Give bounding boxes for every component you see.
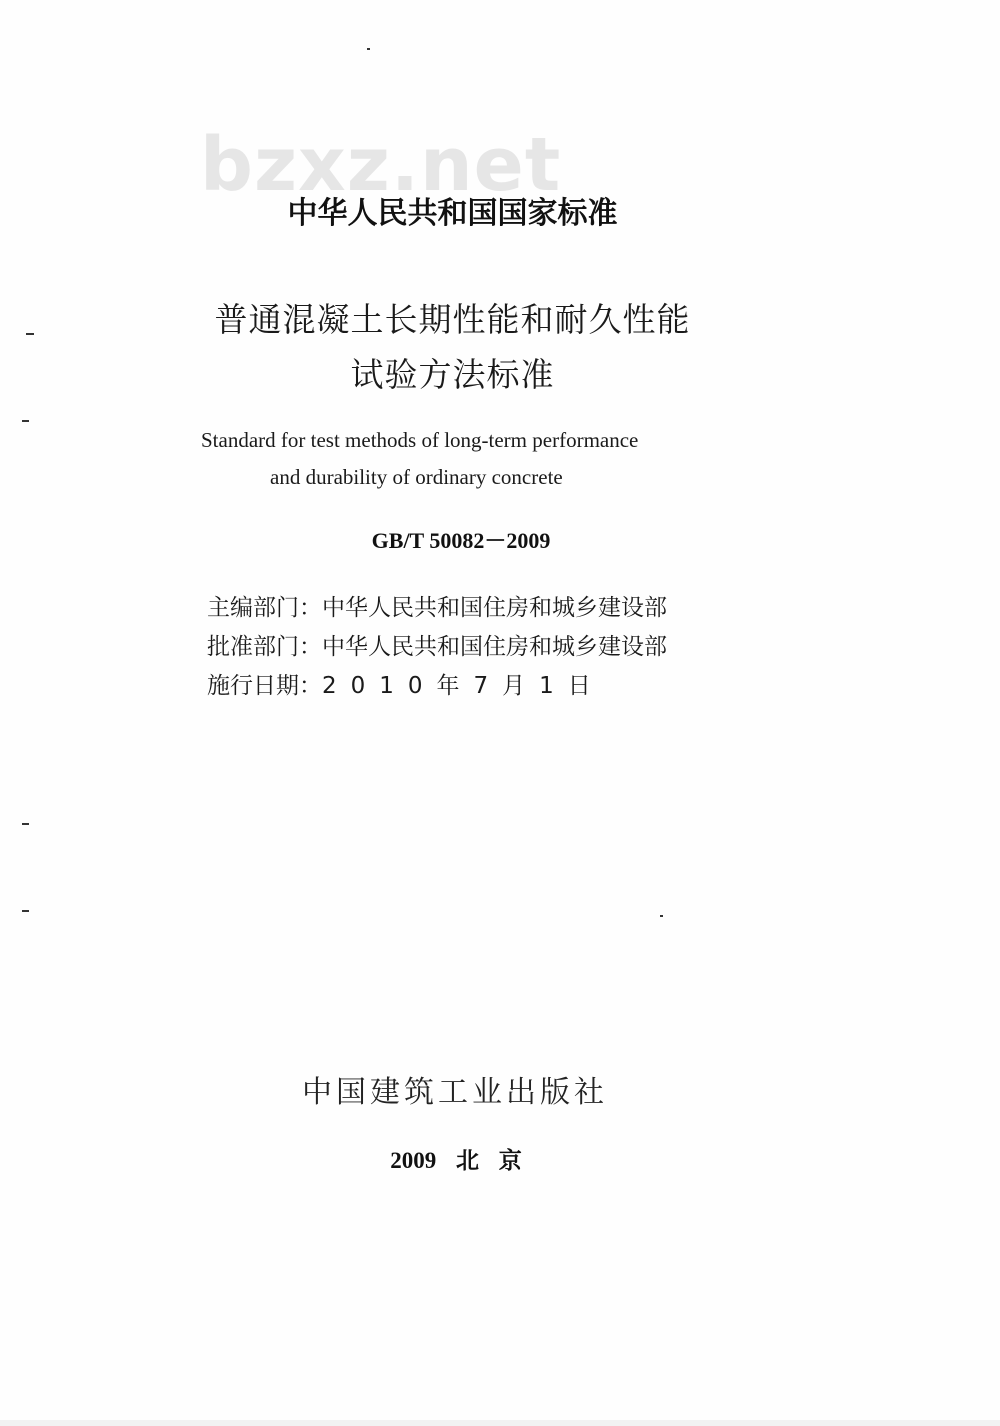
scan-speck [26, 333, 34, 335]
scan-speck [367, 48, 370, 50]
scan-speck [22, 420, 29, 422]
chinese-title-line-1: 普通混凝土长期性能和耐久性能 [214, 300, 691, 339]
chief-editor-value: 中华人民共和国住房和城乡建设部 [322, 595, 667, 621]
approval-row [207, 634, 667, 662]
page-bottom-edge [0, 1420, 1000, 1426]
publisher-name: 中国建筑工业出版社 [302, 1075, 608, 1110]
standard-code: GB/T 50082－2009 [371, 528, 551, 553]
english-title-line-1: Standard for test methods of long-term performance [201, 428, 639, 452]
scan-speck [660, 915, 663, 917]
chief-editor-label: 主编部门： [207, 595, 322, 621]
watermark: bzxz.net [200, 122, 562, 208]
english-title-line-2: and durability of ordinary concrete [270, 465, 563, 489]
chinese-title-line-2: 试验方法标准 [350, 355, 555, 394]
national-standard-heading: 中华人民共和国国家标准 [287, 196, 618, 231]
approval-value: 中华人民共和国住房和城乡建设部 [322, 634, 667, 660]
effective-date-label: 施行日期： [207, 673, 322, 699]
effective-date-row [207, 673, 605, 701]
scan-speck [22, 910, 29, 912]
effective-date-value: 2010年7月1日 [322, 673, 605, 699]
scan-speck [22, 823, 29, 825]
chief-editor-row [207, 595, 667, 623]
publication-year-place: 2009 北 京 [390, 1148, 522, 1173]
approval-label: 批准部门： [207, 634, 322, 660]
